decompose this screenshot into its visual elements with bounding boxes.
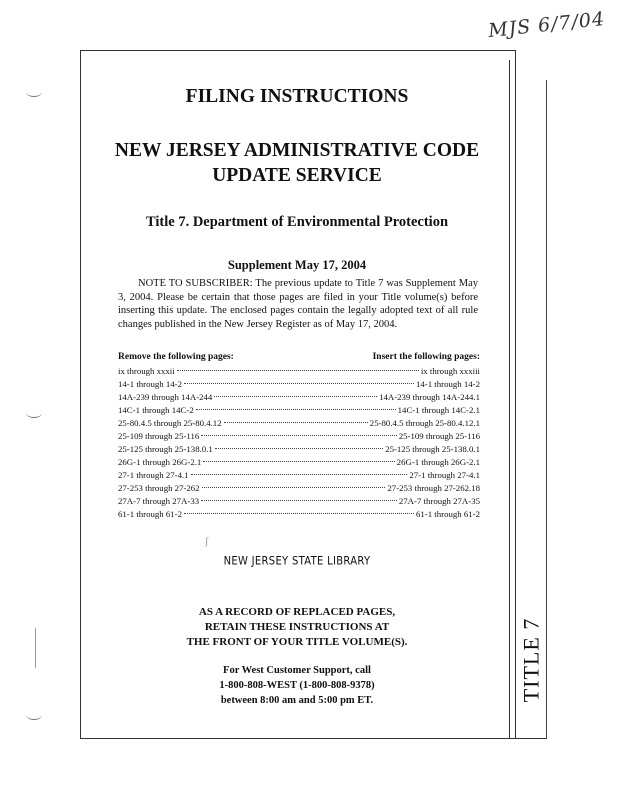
insert-pages-cell: 25-125 through 25-138.0.1 (385, 444, 480, 454)
insert-pages-cell: 25-80.4.5 through 25-80.4.12.1 (369, 418, 480, 428)
dot-leader (184, 513, 414, 514)
remove-pages-cell: 27-1 through 27-4.1 (118, 470, 189, 480)
insert-column-header: Insert the following pages: (372, 352, 480, 362)
binder-hole-mark (26, 710, 42, 720)
insert-pages-cell: 25-109 through 25-116 (398, 431, 480, 441)
library-stamp: NEW JERSEY STATE LIBRARY (223, 555, 371, 568)
remove-pages-cell: 25-125 through 25-138.0.1 (118, 444, 213, 454)
page-frame-top (80, 50, 516, 51)
remove-pages-cell: ix through xxxii (118, 366, 175, 376)
dot-leader (203, 461, 394, 462)
page-frame-bottom (80, 738, 547, 739)
remove-pages-cell: 27A-7 through 27A-33 (118, 496, 200, 506)
title-tab-label: TITLE 7 (518, 617, 543, 703)
remove-pages-cell: 14C-1 through 14C-2 (118, 405, 194, 415)
table-row (118, 509, 480, 522)
table-header (118, 352, 480, 366)
table-row (118, 379, 480, 392)
remove-pages-cell: 25-80.4.5 through 25-80.4.12 (118, 418, 222, 428)
table-row (118, 444, 480, 457)
stray-mark: ʃ (205, 536, 209, 547)
table-row (118, 483, 480, 496)
support-line: For West Customer Support, call (223, 665, 371, 676)
code-title-heading (88, 138, 506, 188)
title-tab (516, 605, 546, 715)
filing-instructions-heading: FILING INSTRUCTIONS (185, 86, 409, 107)
table-row (118, 457, 480, 470)
supplement-date: Supplement May 17, 2004 (227, 258, 367, 272)
dot-leader (215, 448, 383, 449)
spine-line (509, 60, 510, 738)
dot-leader (201, 500, 397, 501)
table-row (118, 496, 480, 509)
dot-leader (196, 409, 396, 410)
table-row (118, 431, 480, 444)
remove-pages-cell: 14-1 through 14-2 (118, 379, 183, 389)
remove-column-header: Remove the following pages: (118, 352, 234, 362)
record-line: THE FRONT OF YOUR TITLE VOLUME(S). (186, 636, 408, 648)
dot-leader (214, 396, 377, 397)
remove-pages-cell: 61-1 through 61-2 (118, 509, 183, 519)
remove-pages-cell: 25-109 through 25-116 (118, 431, 200, 441)
table-row (118, 366, 480, 379)
table-row (118, 418, 480, 431)
dot-leader (184, 383, 414, 384)
dot-leader (202, 487, 386, 488)
dot-leader (177, 370, 419, 371)
table-rows (118, 366, 480, 522)
table-row (118, 470, 480, 483)
insert-pages-cell: 26G-1 through 26G-2.1 (396, 457, 480, 467)
binder-hole-mark (26, 87, 42, 97)
insert-pages-cell: 27-253 through 27-262.18 (387, 483, 480, 493)
binder-hole-mark (26, 408, 42, 418)
remove-pages-cell: 27-253 through 27-262 (118, 483, 200, 493)
dot-leader (191, 474, 408, 475)
page-replacement-table (118, 352, 480, 522)
customer-support (88, 663, 506, 708)
table-row (118, 405, 480, 418)
code-title-line: UPDATE SERVICE (212, 165, 382, 186)
record-instructions (88, 605, 506, 650)
page-frame-left (80, 50, 81, 738)
insert-pages-cell: 14C-1 through 14C-2.1 (397, 405, 480, 415)
margin-mark (35, 628, 36, 668)
support-hours: between 8:00 am and 5:00 pm ET. (220, 695, 374, 706)
remove-pages-cell: 26G-1 through 26G-2.1 (118, 457, 202, 467)
insert-pages-cell: 14-1 through 14-2 (415, 379, 480, 389)
support-phone: 1-800-808-WEST (1-800-808-9378) (219, 680, 375, 691)
insert-pages-cell: 27A-7 through 27A-35 (398, 496, 480, 506)
insert-pages-cell: ix through xxxiii (420, 366, 480, 376)
insert-pages-cell: 27-1 through 27-4.1 (409, 470, 480, 480)
spine-line (546, 80, 547, 738)
insert-pages-cell: 61-1 through 61-2 (415, 509, 480, 519)
remove-pages-cell: 14A-239 through 14A-244 (118, 392, 213, 402)
title-department-heading: Title 7. Department of Environmental Protection (145, 214, 449, 230)
record-line: AS A RECORD OF REPLACED PAGES, (198, 606, 396, 618)
dot-leader (201, 435, 396, 436)
insert-pages-cell: 14A-239 through 14A-244.1 (379, 392, 480, 402)
note-to-subscriber: NOTE TO SUBSCRIBER: The previous update to Title 7 was Supplement May 3, 2004. Please be certain that those pages are filed in your Title volume(s) before inserting this update. The enclosed pages contain the legally adopted text of all rule changes published in the New Jersey Register as of May 17, 2004. (118, 278, 478, 330)
table-row (118, 392, 480, 405)
handwritten-initials-date: MJS 6/7/04 (487, 7, 607, 43)
dot-leader (224, 422, 368, 423)
record-line: RETAIN THESE INSTRUCTIONS AT (204, 621, 390, 633)
code-title-line: NEW JERSEY ADMINISTRATIVE CODE (114, 140, 480, 161)
